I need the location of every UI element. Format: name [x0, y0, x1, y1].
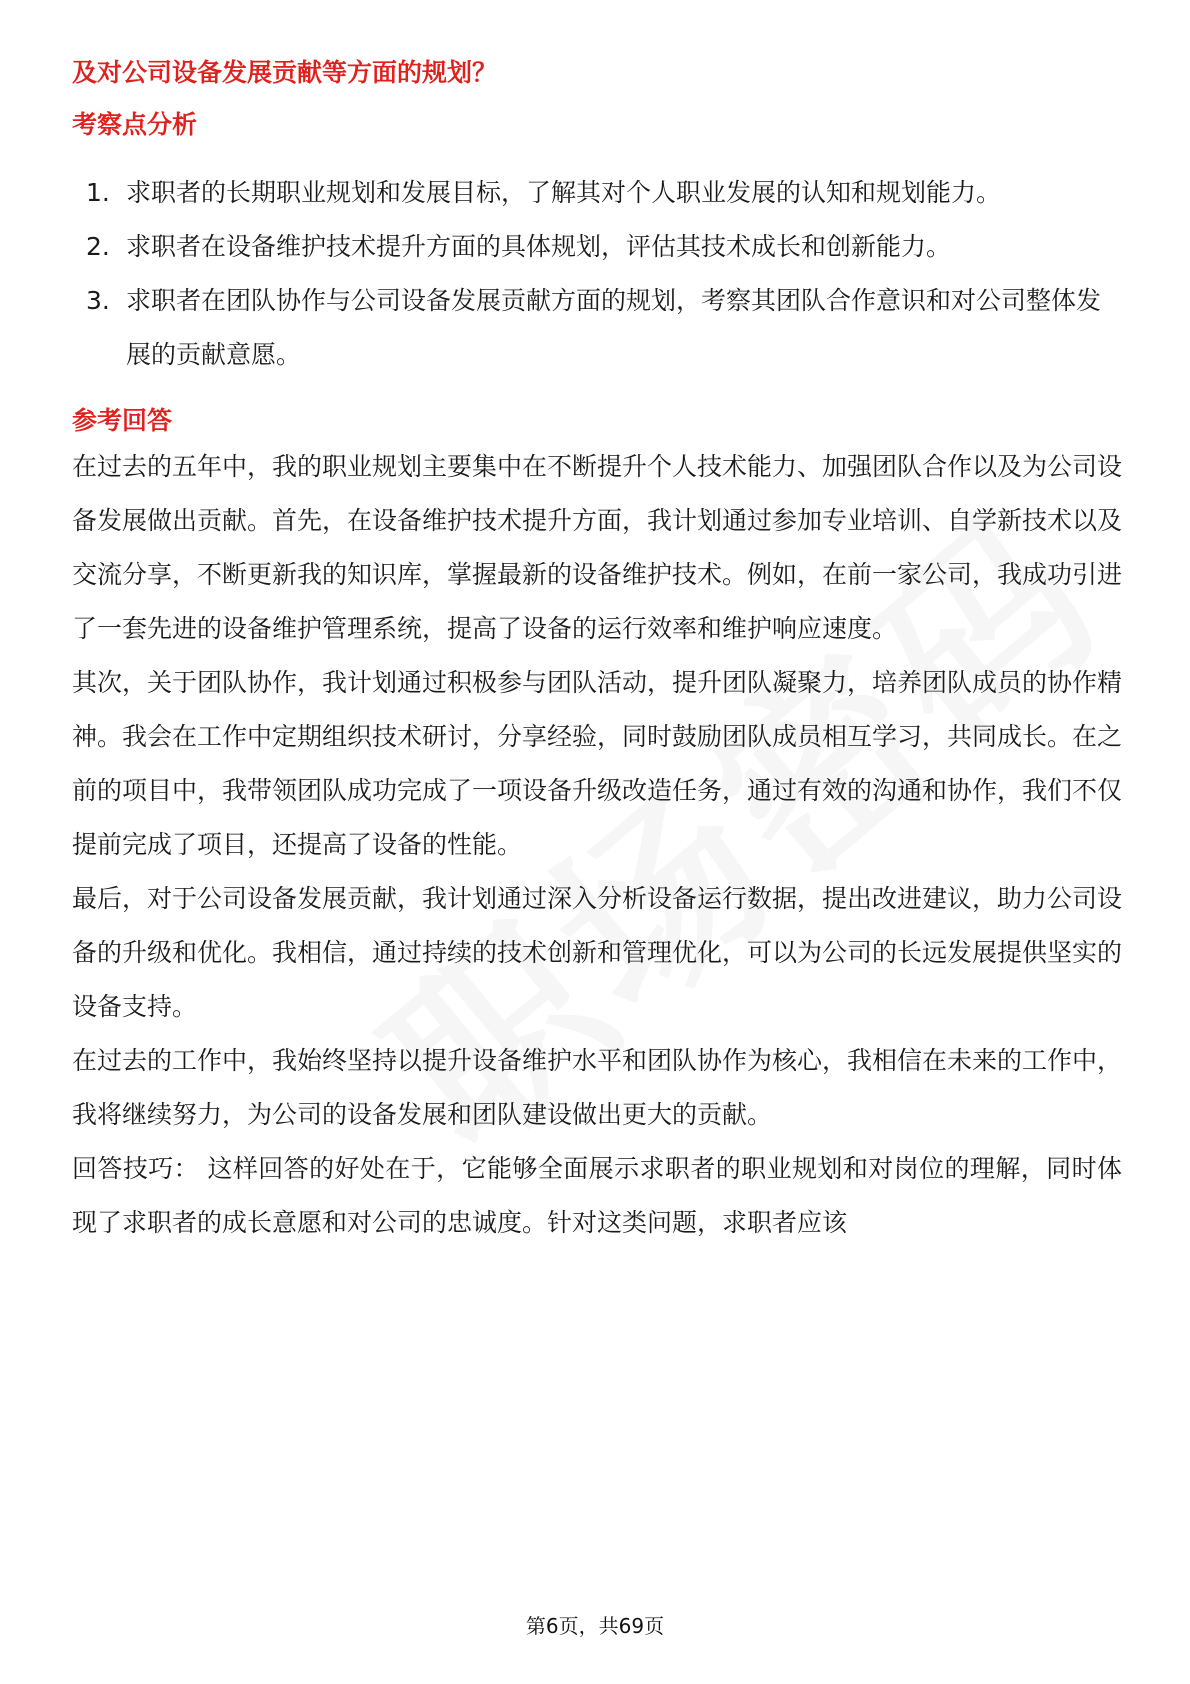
analysis-heading: 考察点分析: [72, 110, 198, 139]
answer-tip-paragraph: 回答技巧： 这样回答的好处在于，它能够全面展示求职者的职业规划和对岗位的理解，同时体现了求职者的成长意愿和对公司的忠诚度。针对这类问题，求职者应该: [72, 1154, 1122, 1237]
list-item: [72, 220, 1122, 274]
answer-paragraph: 其次，关于团队协作，我计划通过积极参与团队活动，提升团队凝聚力，培养团队成员的协作精神。我会在工作中定期组织技术研讨，分享经验，同时鼓励团队成员相互学习，共同成长。在之前的项目中，我带领团队成功完成了一项设备升级改造任务，通过有效的沟通和协作，我们不仅提前完成了项目，还提高了设备的性能。: [72, 668, 1123, 859]
page-number: 第6页，共69页: [525, 1614, 665, 1638]
list-item-text: 求职者的长期职业规划和发展目标，了解其对个人职业发展的认知和规划能力。: [126, 178, 1002, 207]
analysis-list: [72, 166, 1122, 382]
list-item-number: 1.: [86, 178, 110, 207]
answer-paragraph: 在过去的工作中，我始终坚持以提升设备维护水平和团队协作为核心，我相信在未来的工作中，我将继续努力，为公司的设备发展和团队建设做出更大的贡献。: [72, 1046, 1123, 1129]
list-item: [72, 166, 1122, 220]
list-item-text: 求职者在设备维护技术提升方面的具体规划，评估其技术成长和创新能力。: [126, 232, 952, 261]
page-content: [72, 54, 1122, 1250]
list-item-number: 2.: [86, 232, 110, 261]
list-item-text: 求职者在团队协作与公司设备发展贡献方面的规划，考察其团队合作意识和对公司整体发展的贡献意愿。: [126, 286, 1102, 369]
list-item: [72, 274, 1122, 382]
answer-heading: 参考回答: [72, 406, 173, 435]
answer-paragraph: 在过去的五年中，我的职业规划主要集中在不断提升个人技术能力、加强团队合作以及为公司设备发展做出贡献。首先，在设备维护技术提升方面，我计划通过参加专业培训、自学新技术以及交流分享，不断更新我的知识库，掌握最新的设备维护技术。例如，在前一家公司，我成功引进了一套先进的设备维护管理系统，提高了设备的运行效率和维护响应速度。: [72, 452, 1123, 643]
question-heading: 及对公司设备发展贡献等方面的规划？: [72, 58, 498, 87]
answer-paragraph: 最后，对于公司设备发展贡献，我计划通过深入分析设备运行数据，提出改进建议，助力公司设备的升级和优化。我相信，通过持续的技术创新和管理优化，可以为公司的长远发展提供坚实的设备支持。: [72, 884, 1123, 1021]
list-item-number: 3.: [86, 286, 110, 315]
